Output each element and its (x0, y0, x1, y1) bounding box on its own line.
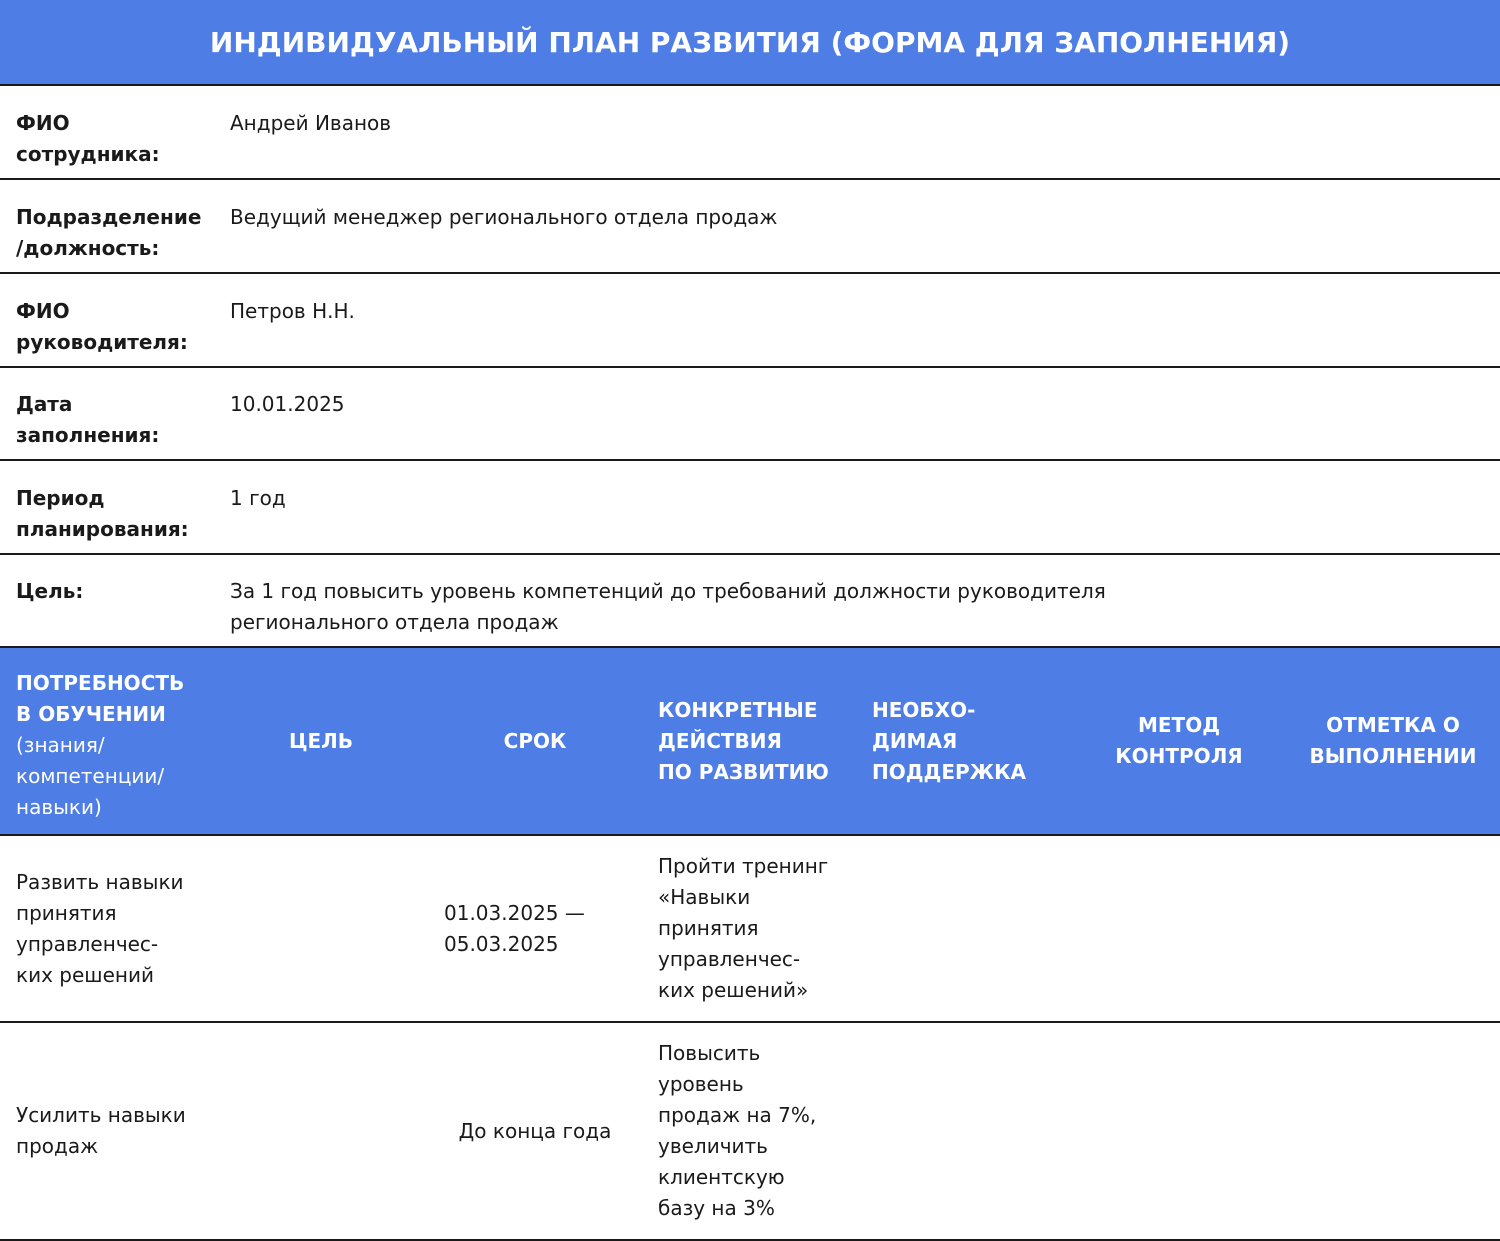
column-header-term-label: СРОК (503, 728, 567, 753)
column-header-need (16, 668, 216, 823)
cell-term[interactable]: До конца года (458, 1118, 612, 1143)
table-row (0, 1023, 1500, 1241)
info-label: ФИО руководителя: (16, 299, 188, 354)
info-row-goal (0, 554, 1500, 648)
info-label: Дата заполнения: (16, 392, 160, 447)
column-header-term (428, 648, 642, 834)
info-label: ФИО сотрудника: (16, 111, 160, 166)
info-value[interactable]: 10.01.2025 (230, 392, 345, 416)
form-title: ИНДИВИДУАЛЬНЫЙ ПЛАН РАЗВИТИЯ (ФОРМА ДЛЯ ЗАПОЛНЕНИЯ) (0, 0, 1500, 86)
cell-actions[interactable]: Повысить уровень продаж на 7%, увеличить клиентскую базу на 3% (658, 1041, 817, 1220)
column-header-actions-label: КОНКРЕТНЫЕ ДЕЙСТВИЯ ПО РАЗВИТИЮ (658, 697, 829, 784)
column-header-goal (214, 648, 428, 834)
info-value[interactable]: Петров Н.Н. (230, 299, 355, 323)
column-header-need-note: (знания/ компетенции/ навыки) (16, 733, 165, 819)
column-header-control (1072, 648, 1286, 834)
info-label: Период планирования: (16, 486, 189, 541)
info-value[interactable]: За 1 год повысить уровень компетенций до требований должности руководителя регионального отдела продаж (230, 579, 1106, 634)
column-header-mark (1286, 648, 1500, 834)
info-row-manager (0, 274, 1500, 368)
info-label: Подразделение /должность: (16, 205, 202, 260)
info-row-position (0, 180, 1500, 274)
info-value[interactable]: Ведущий менеджер регионального отдела продаж (230, 205, 778, 229)
column-header-support-label: НЕОБХО- ДИМАЯ ПОДДЕРЖКА (872, 697, 1026, 784)
info-row-employee (0, 86, 1500, 180)
info-label: Цель: (16, 579, 84, 603)
column-header-mark-label: ОТМЕТКА О ВЫПОЛНЕНИИ (1309, 713, 1477, 768)
cell-actions[interactable]: Пройти тренинг «Навыки принятия управленчес- ких решений» (658, 854, 829, 1002)
plan-table-header (0, 648, 1500, 836)
cell-term[interactable]: 01.03.2025 — 05.03.2025 (444, 900, 585, 956)
info-row-date (0, 367, 1500, 461)
column-header-control-label: МЕТОД КОНТРОЛЯ (1115, 713, 1243, 768)
cell-need[interactable]: Развить навыки принятия управленчес- ких решений (16, 869, 184, 987)
cell-need[interactable]: Усилить навыки продаж (16, 1103, 186, 1158)
column-header-support (872, 648, 1072, 834)
table-row (0, 836, 1500, 1023)
info-value[interactable]: Андрей Иванов (230, 111, 392, 135)
info-value[interactable]: 1 год (230, 486, 286, 510)
column-header-actions (658, 648, 858, 834)
column-header-need-title: ПОТРЕБНОСТЬ В ОБУЧЕНИИ (16, 671, 185, 726)
info-row-period (0, 461, 1500, 555)
column-header-goal-label: ЦЕЛЬ (288, 728, 354, 753)
